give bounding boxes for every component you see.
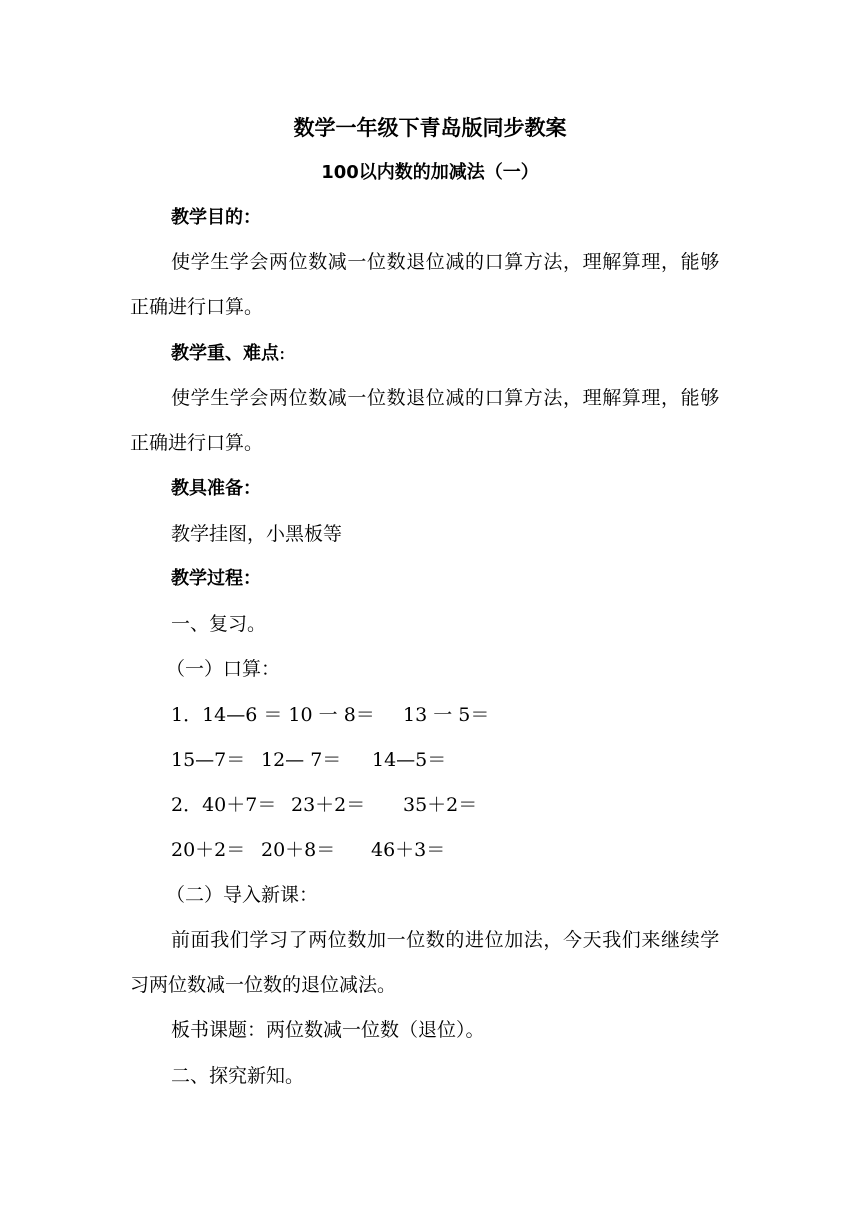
- key-heading-row: [171, 341, 741, 366]
- process-heading: 教学过程：: [171, 568, 261, 589]
- document-subtitle: 100以内数的加减法（一）: [321, 162, 539, 183]
- key-heading: 教学重、难点: [171, 343, 279, 364]
- document-title: 数学一年级下青岛版同步教案: [293, 116, 567, 140]
- goal-text-line1: 使学生学会两位数减一位数退位减的口算方法，理解算理，能够: [171, 251, 720, 273]
- board-title-text: 板书课题：两位数减一位数（退位）。: [171, 1019, 485, 1041]
- review-heading: 一、复习。: [171, 613, 267, 635]
- tools-text: 教学挂图，小黑板等: [171, 523, 343, 545]
- equation: 1．14—6 ＝ 10 一 8＝: [171, 704, 375, 726]
- goal-text-line2: 正确进行口算。: [130, 296, 264, 318]
- equation: 23＋2＝: [291, 794, 366, 816]
- equation: 20＋8＝: [261, 839, 336, 861]
- intro-text-line2: 习两位数减一位数的退位减法。: [130, 974, 397, 996]
- equation-row-3: [171, 793, 741, 817]
- equation: 20＋2＝: [171, 839, 246, 861]
- equation: 15—7＝: [171, 749, 246, 771]
- tools-heading: 教具准备：: [171, 478, 261, 499]
- explore-heading: 二、探究新知。: [171, 1065, 305, 1087]
- key-heading-colon: :: [279, 342, 286, 364]
- equation: 14—5＝: [372, 749, 447, 771]
- intro-text-line1: 前面我们学习了两位数加一位数的进位加法，今天我们来继续学: [171, 929, 720, 951]
- key-text-line2: 正确进行口算。: [130, 432, 264, 454]
- equation-row-1: [171, 703, 741, 727]
- goal-heading: 教学目的：: [171, 207, 261, 228]
- equation-row-2: [171, 748, 741, 772]
- key-text-line1: 使学生学会两位数减一位数退位减的口算方法，理解算理，能够: [171, 387, 720, 409]
- oral-calc-heading: （一）口算：: [166, 658, 281, 680]
- equation: 2．40＋7＝: [171, 794, 277, 816]
- intro-heading: （二）导入新课：: [166, 884, 319, 906]
- equation: 35＋2＝: [403, 794, 478, 816]
- equation: 46＋3＝: [371, 839, 446, 861]
- equation-row-4: [171, 838, 741, 862]
- equation: 13 一 5＝: [403, 704, 490, 726]
- equation: 12— 7＝: [261, 749, 342, 771]
